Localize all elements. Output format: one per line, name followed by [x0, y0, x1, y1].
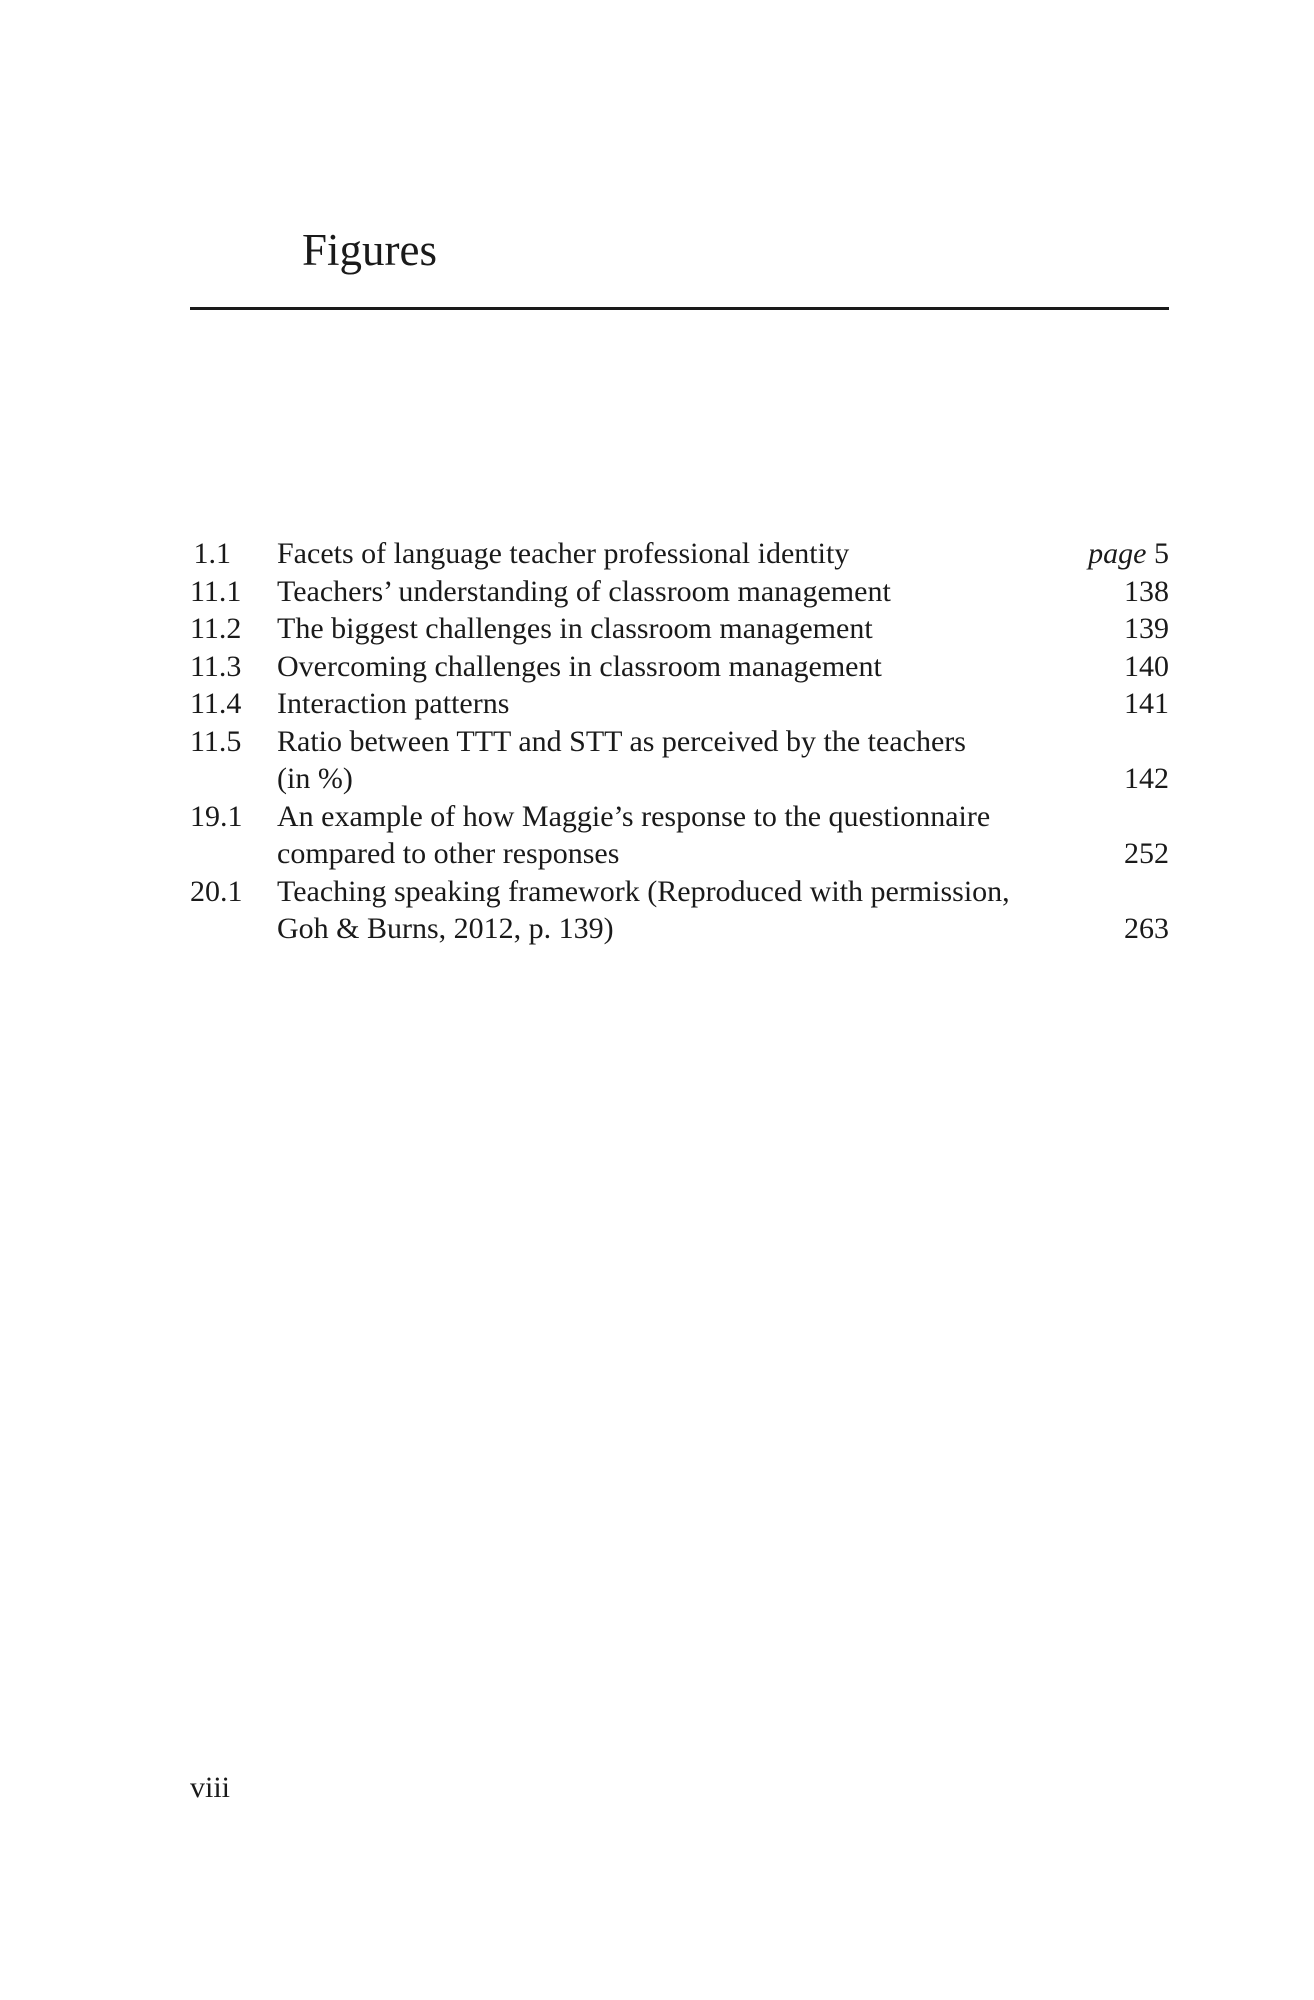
figure-title-line: Ratio between TTT and STT as perceived by the teachers	[277, 724, 966, 758]
figure-number	[190, 535, 231, 573]
page-number-value: 263	[1124, 912, 1169, 945]
figure-entry	[190, 723, 1169, 798]
figure-title	[277, 610, 1057, 648]
figure-page-number	[1124, 648, 1169, 686]
figure-entry	[190, 648, 1169, 686]
figure-page-number	[1124, 910, 1169, 948]
page-title: Figures	[302, 225, 437, 275]
page-folio: viii	[190, 1771, 231, 1804]
figure-title-line: compared to other responses	[277, 837, 620, 870]
figure-number-text: 20.1	[190, 874, 243, 908]
page-number-value: 140	[1124, 649, 1169, 683]
figure-entry	[190, 873, 1169, 948]
figure-number	[190, 873, 243, 911]
figure-title-line: Teaching speaking framework (Reproduced with permission,	[277, 874, 1010, 908]
figure-page-number	[1124, 760, 1169, 798]
figure-entry	[190, 685, 1169, 723]
figure-number-text: 11.5	[190, 724, 242, 758]
figure-title	[277, 535, 1057, 573]
figure-page-number	[1124, 573, 1169, 611]
figure-title-line: Goh & Burns, 2012, p. 139)	[277, 912, 614, 945]
figure-title	[277, 723, 1057, 798]
figure-number-text: 11.4	[190, 687, 242, 720]
page-number-value: 5	[1154, 537, 1169, 570]
figure-title-line: (in %)	[277, 762, 353, 795]
figure-number	[190, 685, 242, 723]
figure-entry	[190, 610, 1169, 648]
figure-page-number	[1124, 685, 1169, 723]
figure-title	[277, 685, 1057, 723]
figure-number	[190, 573, 242, 611]
figure-number-text: 11.2	[190, 612, 242, 645]
figure-title-line: The biggest challenges in classroom management	[277, 612, 873, 645]
figure-entry	[190, 573, 1169, 611]
figure-number-text: 11.3	[190, 649, 242, 683]
figure-number	[190, 610, 242, 648]
figure-number-text: 11.1	[190, 574, 242, 608]
title-rule	[190, 307, 1169, 310]
figure-title-line: Overcoming challenges in classroom management	[277, 649, 882, 683]
figure-list	[190, 535, 1169, 948]
page-number-value: 139	[1124, 612, 1169, 645]
figure-number-text: 1.1	[193, 537, 231, 570]
figure-title	[277, 648, 1057, 686]
figure-number	[190, 723, 242, 761]
figure-title-line: Facets of language teacher professional identity	[277, 537, 850, 570]
page-number-value: 252	[1124, 837, 1169, 870]
figure-number-text: 19.1	[190, 799, 243, 833]
figure-page-number	[1124, 835, 1169, 873]
figure-title	[277, 573, 1057, 611]
page-number-value: 138	[1124, 574, 1169, 608]
figure-entry	[190, 535, 1169, 573]
figure-title	[277, 873, 1057, 948]
figure-title-line: Interaction patterns	[277, 687, 510, 720]
figure-number	[190, 648, 242, 686]
figure-title-line: An example of how Maggie’s response to the questionnaire	[277, 799, 991, 833]
figure-title	[277, 798, 1057, 873]
figure-number	[190, 798, 243, 836]
figure-entry	[190, 798, 1169, 873]
page-number-value: 142	[1124, 762, 1169, 795]
page-number-value: 141	[1124, 687, 1169, 720]
page-prefix-label: page	[1088, 537, 1147, 570]
figure-page-number	[1088, 535, 1169, 573]
figure-page-number	[1124, 610, 1169, 648]
figure-title-line: Teachers’ understanding of classroom management	[277, 574, 891, 608]
